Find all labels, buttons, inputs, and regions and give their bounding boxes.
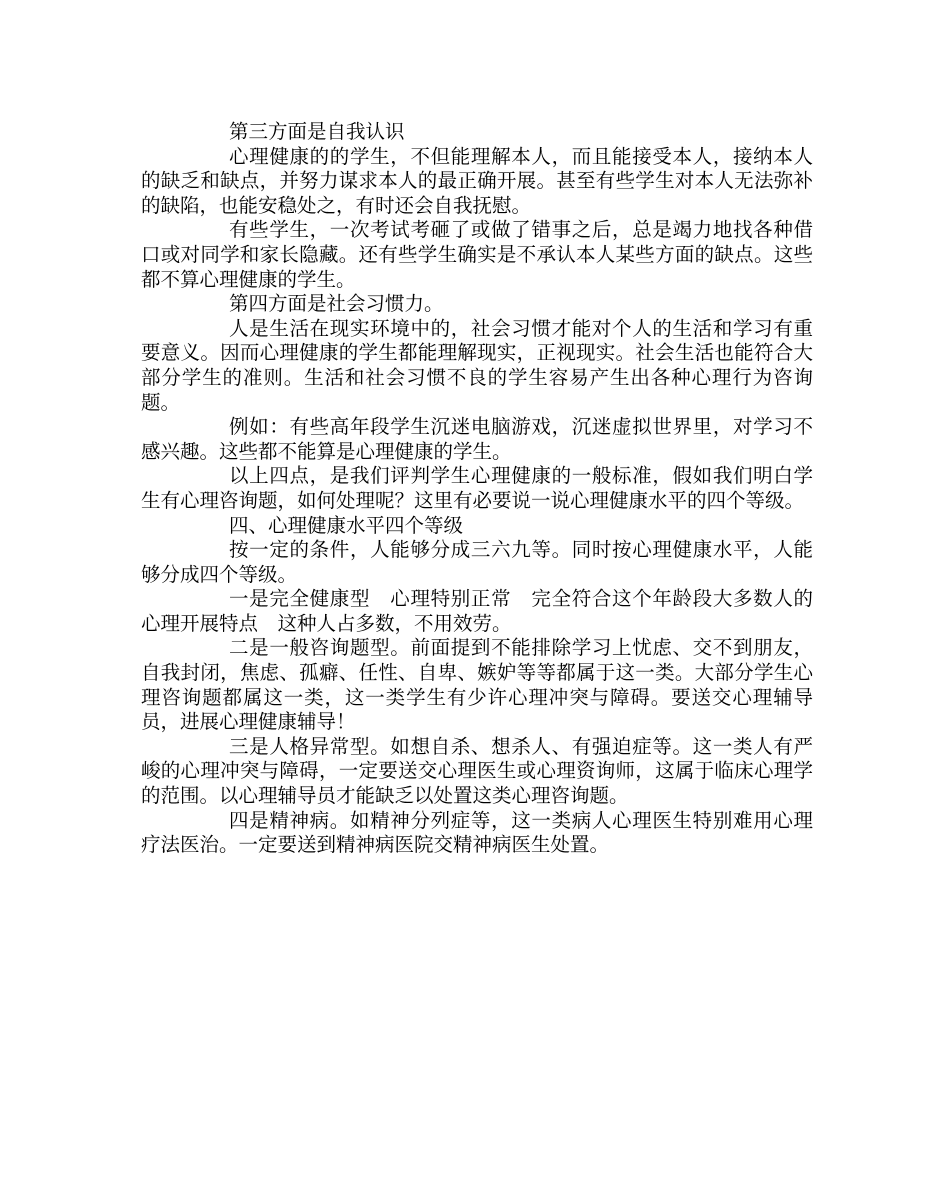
paragraph-level-three: 三是人格异常型。如想自杀、想杀人、有强迫症等。这一类人有严峻的心理冲突与障碍，一定要送交心理医生或心理资询师，这属于临床心理学的范围。以心理辅导员才能缺乏以处置这类心理咨询题。 bbox=[141, 734, 813, 808]
paragraph: 有些学生，一次考试考砸了或做了错事之后，总是竭力地找各种借口或对同学和家长隐藏。还有些学生确实是不承认本人某些方面的缺点。这些都不算心理健康的学生。 bbox=[141, 218, 813, 291]
document-body bbox=[141, 120, 813, 858]
paragraph-level-four: 四是精神病。如精神分列症等，这一类病人心理医生特别难用心理疗法医治。一定要送到精神病医院交精神病医生处置。 bbox=[141, 808, 813, 857]
paragraph: 心理健康的的学生，不但能理解本人，而且能接受本人，接纳本人的缺乏和缺点，并努力谋求本人的最正确开展。甚至有些学生对本人无法弥补的缺陷，也能安稳处之，有时还会自我抚慰。 bbox=[141, 144, 813, 217]
paragraph-heading-self-awareness: 第三方面是自我认识 bbox=[229, 120, 405, 143]
paragraph-heading-social-adaptation: 第四方面是社会习惯力。 bbox=[229, 292, 444, 316]
paragraph-level-one: 一是完全健康型 心理特别正常 完全符合这个年龄段大多数人的心理开展特点 这种人占多数，不用效劳。 bbox=[141, 587, 813, 635]
paragraph: 以上四点，是我们评判学生心理健康的一般标准，假如我们明白学生有心理咨询题，如何处理呢？这里有必要说一说心理健康水平的四个等级。 bbox=[141, 464, 813, 512]
paragraph: 人是生活在现实环境中的，社会习惯才能对个人的生活和学习有重要意义。因而心理健康的学生都能理解现实，正视现实。社会生活也能符合大部分学生的准则。生活和社会习惯不良的学生容易产生出各种心理行为咨询题。 bbox=[141, 316, 813, 414]
section-heading-four-levels: 四、心理健康水平四个等级 bbox=[229, 513, 464, 537]
paragraph: 例如：有些高年段学生沉迷电脑游戏，沉迷虚拟世界里，对学习不感兴趣。这些都不能算是心理健康的学生。 bbox=[141, 415, 813, 463]
paragraph-level-two: 二是一般咨询题型。前面提到不能排除学习上忧虑、交不到朋友，自我封闭，焦虑、孤癖、任性、自卑、嫉妒等等都属于这一类。大部分学生心理咨询题都属这一类，这一类学生有少许心理冲突与障碍。要送交心理辅导员，进展心理健康辅导！ bbox=[141, 636, 813, 734]
paragraph: 按一定的条件，人能够分成三六九等。同时按心理健康水平，人能够分成四个等级。 bbox=[141, 538, 813, 586]
